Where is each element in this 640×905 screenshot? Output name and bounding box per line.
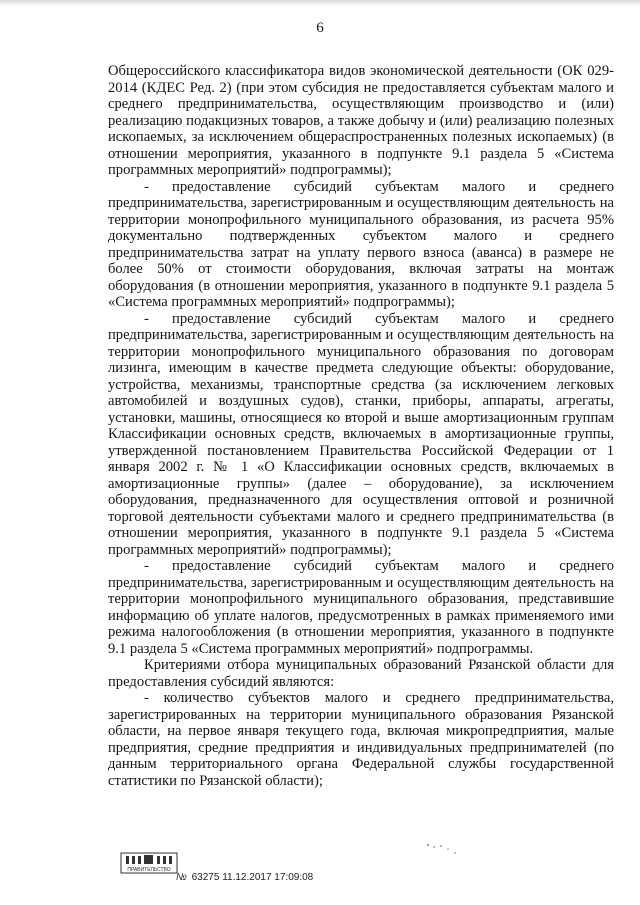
paragraph-selection-criteria: Критериями отбора муниципальных образований Рязанской области для предоставления субсидий являются: xyxy=(108,657,614,690)
paragraph-subsidy-leasing: - предоставление субсидий субъектам малого и среднего предпринимательства, зарегистрированным и осуществляющим деятельность на территории монопрофильного муниципального образования по договорам лизинга, имеющим в качестве предмета следующие объекты: оборудование, устройства, механизмы, транспортные средства (за исключением легковых автомобилей и воздушных судов), станки, приборы, аппараты, агрегаты, установки, машины, относящиеся ко второй и выше амортизационным группам Классификации основных средств, включаемых в амортизационные группы, утвержденной постановлением Правительства Российской Федерации от 1 января 2002 г. № 1 «О Классификации основных средств, включаемых в амортизационные группы» (далее – оборудование), за исключением оборудования, предназначенного для осуществления оптовой и розничной торговой деятельности субъектами малого и среднего предпринимательства (в отношении мероприятия, указанного в подпункте 9.1 раздела 5 «Система программных мероприятий» подпрограммы); xyxy=(108,310,614,558)
logo-caption: ПРАВИТЕЛЬСТВО xyxy=(127,867,171,873)
doc-ref-text: 63275 11.12.2017 17:09:08 xyxy=(191,872,314,883)
paragraph-criterion-count: - количество субъектов малого и среднего предпринимательства, зарегистрированных на территории муниципального образования Рязанской области, на первое января текущего года, включая микропредприятия, малые предприятия, средние предприятия и индивидуальных предпринимателей (по данным территориального органа Федеральной службы государственной статистики по Рязанской области); xyxy=(108,690,614,789)
paragraph-subsidy-down-payment: - предоставление субсидий субъектам малого и среднего предпринимательства, зарегистрированным и осуществляющим деятельность на территории монопрофильного муниципального образования, из расчета 95% документально подтвержденных субъектом малого и среднего предпринимательства затрат на уплату первого взноса (аванса) в размере не более 50% от стоимости оборудования, включая затраты на монтаж оборудования (в отношении мероприятия, указанного в подпункте 9.1 раздела 5 «Система программных мероприятий» подпрограммы); xyxy=(108,178,614,310)
government-building-logo xyxy=(120,852,178,874)
scan-edge-shadow xyxy=(0,0,640,6)
number-sign: № xyxy=(176,872,187,883)
paragraph-subsidy-taxes: - предоставление субсидий субъектам малого и среднего предпринимательства, зарегистрированным и осуществляющим деятельность на территории монопрофильного муниципального образования, представившие информацию об уплате налогов, предусмотренных в рамках применяемого ими режима налогообложения (в отношении мероприятия, указанного в подпункте 9.1 раздела 5 «Система программных мероприятий» подпрограммы. xyxy=(108,558,614,657)
page-number: 6 xyxy=(316,20,324,36)
document-body xyxy=(108,63,614,789)
document-stamp xyxy=(120,852,450,892)
paragraph-continuation: Общероссийского классификатора видов экономической деятельности (ОК 029-2014 (КДЕС Ред. 2) (при этом субсидия не предоставляется субъектам малого и среднего предпринимательства, осуществляющим производство и (или) реализацию подакцизных товаров, а также добычу и (или) реализацию полезных ископаемых, за исключением общераспространенных полезных ископаемых) (в отношении мероприятия, указанного в подпункте 9.1 раздела 5 «Система программных мероприятий» подпрограммы); xyxy=(108,63,614,178)
scan-specks xyxy=(420,835,480,865)
document-registration-ref xyxy=(176,872,313,883)
